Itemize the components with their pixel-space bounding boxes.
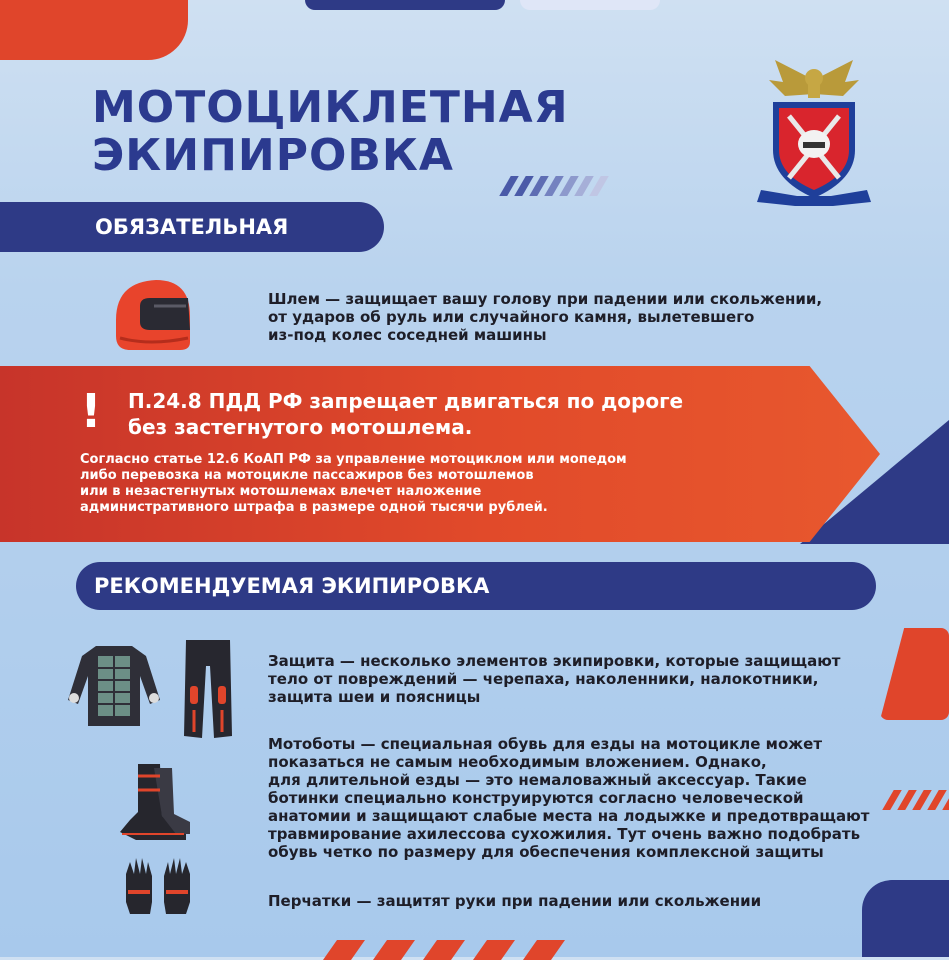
decor-right-stripes <box>888 790 949 810</box>
warning-body-line1: за управление мотоциклом или мопедом <box>310 452 627 467</box>
gloves-icon <box>120 852 196 918</box>
section-mandatory-text: ОБЯЗАТЕЛЬНАЯ <box>95 215 289 239</box>
warning-mark: ! <box>80 384 102 438</box>
helmet-term: Шлем <box>268 290 320 308</box>
protection-line3: защита шеи и поясницы <box>268 688 481 706</box>
police-emblem-icon <box>755 50 873 210</box>
decor-top-light-shape <box>520 0 660 10</box>
decor-top-red-shape <box>0 0 188 60</box>
page-title-line2: ЭКИПИРОВКА <box>92 130 454 181</box>
decor-bottom-right-navy <box>862 880 949 957</box>
moto-boots-icon <box>116 760 194 842</box>
decor-top-navy-shape <box>305 0 505 10</box>
warning-icon <box>80 386 102 436</box>
gloves-description <box>268 892 868 910</box>
boots-line4: ботинки специально конструируются согласно человеческой <box>268 789 804 807</box>
decor-right-red-shape <box>880 628 949 720</box>
warning-body <box>80 452 800 516</box>
decor-title-stripes <box>505 176 603 196</box>
protection-line2: тело от повреждений — черепаха, наколенники, налокотники, <box>268 670 819 688</box>
warning-body-line3: или в незастегнутых мотошлемах влечет наложение <box>80 484 482 499</box>
boots-line6: травмирование ахилессова сухожилия. Тут очень важно подобрать <box>268 825 861 843</box>
warning-headline-line2: без застегнутого мотошлема. <box>128 415 473 439</box>
section-recommended-text: РЕКОМЕНДУЕМАЯ ЭКИПИРОВКА <box>94 574 490 598</box>
gloves-text: — защитят руки при падении или скольжении <box>351 892 762 910</box>
protection-term: Защита <box>268 652 335 670</box>
warning-headline-line1: П.24.8 ПДД РФ запрещает двигаться по дороге <box>128 389 684 413</box>
page-title-line1: МОТОЦИКЛЕТНАЯ <box>92 82 569 133</box>
protective-pants-icon <box>180 636 236 742</box>
helmet-text-line3: из-под колес соседней машины <box>268 326 547 344</box>
boots-line1: — специальная обувь для езды на мотоцикле может <box>355 735 823 753</box>
boots-term: Мотоботы <box>268 735 356 753</box>
protective-jacket-icon <box>66 640 162 730</box>
decor-bottom-stripes <box>330 940 558 960</box>
helmet-description <box>268 290 868 344</box>
boots-description <box>268 735 878 861</box>
warning-body-line4: административного штрафа в размере одной тысячи рублей. <box>80 500 548 515</box>
helmet-icon <box>110 276 194 352</box>
section-mandatory-label <box>0 202 384 252</box>
helmet-text-line2: от ударов об руль или случайного камня, вылетевшего <box>268 308 755 326</box>
warning-article: статье 12.6 КоАП РФ <box>153 452 311 467</box>
protection-line1: — несколько элементов экипировки, которые защищают <box>334 652 841 670</box>
warning-body-line2: либо перевозка на мотоцикле пассажиров без мотошлемов <box>80 468 534 483</box>
boots-line3: для длительной езды — это немаловажный аксессуар. Такие <box>268 771 807 789</box>
protection-description <box>268 652 868 706</box>
boots-line5: анатомии и защищают слабые места на лодыжке и предотвращают <box>268 807 870 825</box>
boots-line2: показаться не самым необходимым вложением. Однако, <box>268 753 767 771</box>
warning-body-prefix: Согласно <box>80 452 154 467</box>
boots-line7: обувь четко по размеру для обеспечения комплексной защиты <box>268 843 824 861</box>
gloves-term: Перчатки <box>268 892 352 910</box>
helmet-text-line1: — защищает вашу голову при падении или скольжении, <box>319 290 823 308</box>
warning-headline <box>128 388 828 440</box>
section-recommended-label <box>76 562 876 610</box>
